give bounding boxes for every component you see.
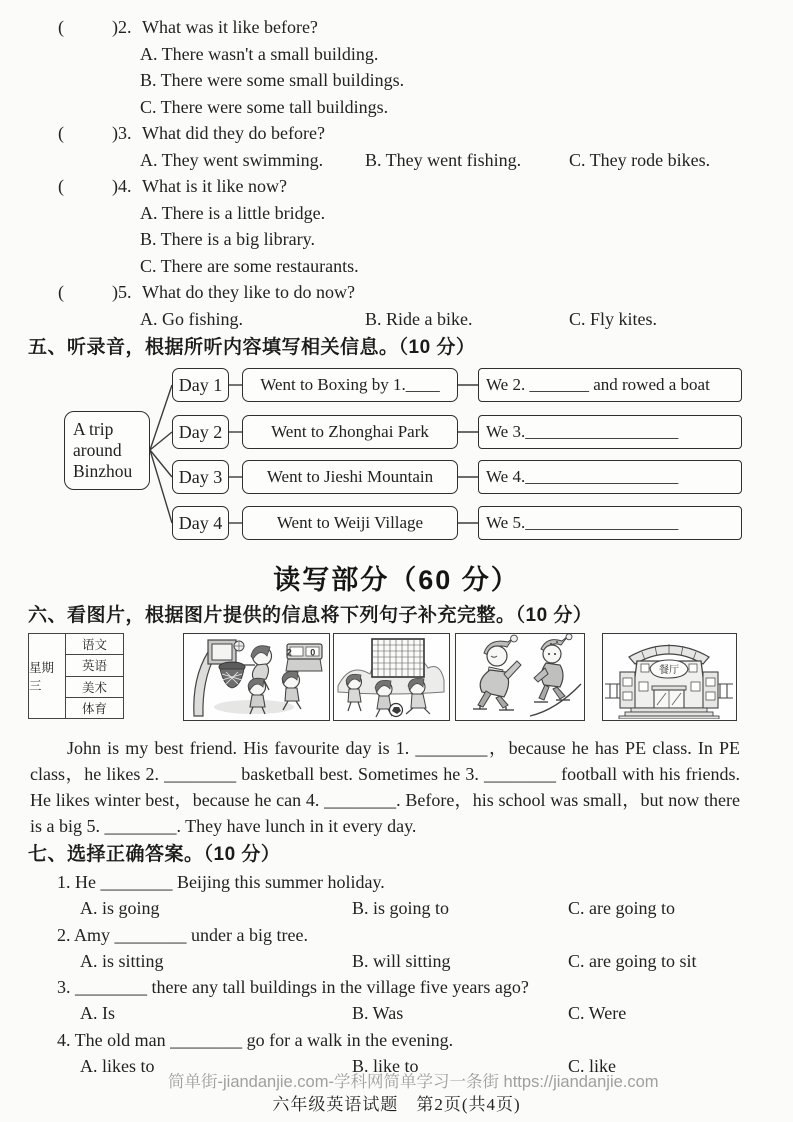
day-4-activity: Went to Weiji Village — [242, 506, 458, 540]
site-watermark: 简单街-jiandanjie.com-学科网简单学习一条街 https://jiandanjie.com — [168, 1073, 659, 1091]
question-text: What do they like to do now? — [142, 282, 355, 302]
picture-schedule-table — [28, 633, 124, 719]
option-a: A. is sitting — [80, 950, 164, 971]
s7-question-1-options — [28, 895, 765, 921]
answer-paren: ( — [58, 17, 64, 37]
section-5-heading: 五、听录音，根据所听内容填写相关信息。（10 分） — [28, 337, 476, 358]
question-text: What is it like now? — [142, 176, 287, 196]
day-3-activity: Went to Jieshi Mountain — [242, 460, 458, 494]
building-sign: 餐厅 — [659, 665, 679, 676]
answer-paren: ( — [58, 176, 64, 196]
option-b: B. like to — [352, 1056, 419, 1077]
s7-question-2-options — [28, 948, 765, 974]
option-a: A. There wasn't a small building. — [140, 43, 379, 64]
picture-dining-hall — [602, 633, 737, 721]
picture-basketball — [183, 633, 330, 721]
s7-question-3: 3. ________ there any tall buildings in the village five years ago? — [57, 977, 529, 998]
section-6-heading: 六、看图片，根据图片提供的信息将下列句子补充完整。（10 分） — [28, 605, 593, 626]
option-c: C. are going to — [568, 898, 675, 919]
section-7-heading: 七、选择正确答案。（10 分） — [28, 844, 281, 865]
day-3-node: Day 3 — [172, 460, 229, 494]
option-b: B. is going to — [352, 898, 450, 919]
option-c: C. Fly kites. — [569, 308, 658, 329]
option-b: B. Ride a bike. — [365, 308, 473, 329]
option-a: A. Go fishing. — [140, 308, 243, 329]
day-2-node: Day 2 — [172, 415, 229, 449]
schedule-subject: 体育 — [81, 701, 107, 716]
schedule-subject: 美术 — [66, 677, 123, 698]
question-3-line — [28, 120, 765, 147]
day-1-blank: We 2. _______ and rowed a boat — [478, 368, 742, 402]
question-2-line — [28, 14, 765, 41]
option-a: A. There is a little bridge. — [140, 202, 326, 223]
option-c: C. like — [568, 1056, 616, 1077]
option-c: C. are going to sit — [568, 950, 697, 971]
question-number: )3. — [112, 123, 132, 143]
schedule-day-cell: 星期三 — [29, 634, 66, 718]
option-c: C. There are some restaurants. — [140, 255, 359, 276]
option-c: C. Were — [568, 1003, 627, 1024]
option-a: A. is going — [80, 898, 160, 919]
option-a: A. Is — [80, 1003, 115, 1024]
option-b: B. There is a big library. — [140, 229, 315, 249]
choose-answer-section — [28, 869, 765, 1079]
day-1-node: Day 1 — [172, 368, 229, 402]
day-1-activity: Went to Boxing by 1.____ — [242, 368, 458, 402]
option-a: A. likes to — [80, 1056, 155, 1077]
answer-paren: ( — [58, 123, 64, 143]
cloze-passage: John is my best friend. His favourite day is 1. ________，because he has PE class. In PE class，he likes 2. ________ basketball best. Sometimes he 3. ________ football with his friends. He likes winter best，because he can 4. ________. Before，his school was small，but now there is a big 5. ________. They have lunch in it every day. — [30, 738, 740, 836]
reading-writing-part-title: 读写部分（60 分） — [273, 565, 520, 595]
question-text: What was it like before? — [142, 17, 318, 37]
day-4-blank: We 5.__________________ — [478, 506, 742, 540]
s7-question-3-options — [28, 1000, 765, 1026]
question-5-line — [28, 279, 765, 306]
trip-diagram — [28, 364, 765, 548]
question-number: )2. — [112, 17, 132, 37]
question-3-options — [28, 147, 765, 174]
s7-question-1: 1. He ________ Beijing this summer holiday. — [57, 872, 385, 892]
option-b: B. Was — [352, 1003, 404, 1024]
s7-question-4: 4. The old man ________ go for a walk in the evening. — [57, 1029, 454, 1050]
question-text: What did they do before? — [142, 123, 325, 143]
scoreboard-score: 2 0 — [286, 647, 324, 658]
s7-question-2: 2. Amy ________ under a big tree. — [57, 924, 308, 945]
answer-paren: ( — [58, 282, 64, 302]
question-number: )5. — [112, 282, 132, 302]
option-a: A. They went swimming. — [140, 149, 324, 170]
option-b: B. will sitting — [352, 950, 451, 971]
option-b: B. They went fishing. — [365, 149, 522, 170]
question-4-line — [28, 173, 765, 200]
day-4-node: Day 4 — [172, 506, 229, 540]
option-c: C. They rode bikes. — [569, 149, 711, 170]
question-number: )4. — [112, 176, 132, 196]
listening-mc-section — [28, 14, 765, 332]
diagram-root-node: A trip around Binzhou — [64, 411, 150, 490]
page-footer: 六年级英语试题 第2页(共4页) — [272, 1095, 521, 1114]
option-c: C. There were some tall buildings. — [140, 96, 389, 117]
day-3-blank: We 4.__________________ — [478, 460, 742, 494]
option-b: B. There were some small buildings. — [140, 70, 405, 90]
picture-skating — [455, 633, 585, 721]
question-5-options — [28, 306, 765, 333]
picture-football — [333, 633, 450, 721]
schedule-subject: 语文 — [66, 634, 123, 655]
day-2-activity: Went to Zhonghai Park — [242, 415, 458, 449]
schedule-subject: 英语 — [66, 655, 123, 676]
day-2-blank: We 3.__________________ — [478, 415, 742, 449]
section-6-pictures — [28, 633, 765, 725]
